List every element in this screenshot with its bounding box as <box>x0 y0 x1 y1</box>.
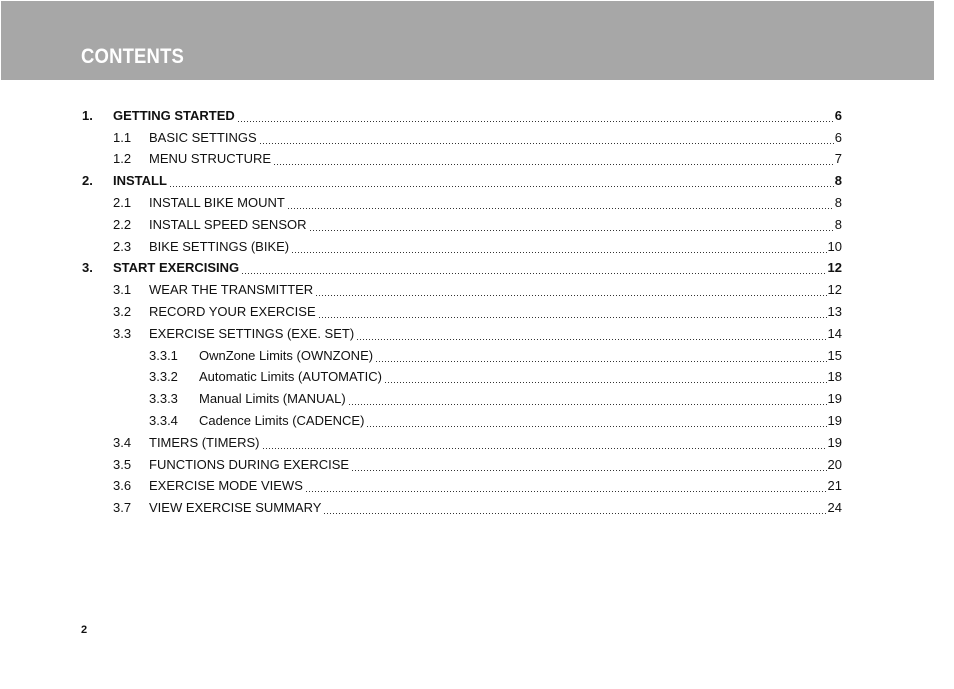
toc-entry-page: 6 <box>834 129 842 145</box>
toc-entry[interactable] <box>82 476 842 498</box>
toc-entry-number: 3.4 <box>113 434 132 450</box>
toc-entry-title: EXERCISE MODE VIEWS <box>149 478 303 494</box>
dot-leader <box>351 470 826 471</box>
dot-leader <box>169 186 834 187</box>
dot-leader <box>366 426 826 427</box>
toc-entry[interactable] <box>82 236 842 258</box>
toc-entry-title: Automatic Limits (AUTOMATIC) <box>199 369 382 385</box>
toc-entry-title: RECORD YOUR EXERCISE <box>149 304 316 320</box>
toc-entry-title: Manual Limits (MANUAL) <box>199 391 346 407</box>
toc-entry-page: 12 <box>827 282 842 298</box>
toc-entry-page: 8 <box>834 195 842 211</box>
toc-entry-page: 10 <box>827 238 842 254</box>
toc-entry-number: 2.2 <box>113 216 132 232</box>
toc-entry-page: 19 <box>827 434 842 450</box>
toc-entry-title: OwnZone Limits (OWNZONE) <box>199 347 374 363</box>
toc-entry-page: 15 <box>827 347 842 363</box>
dot-leader <box>375 361 826 362</box>
toc-entry-page: 8 <box>834 173 842 189</box>
toc-entry[interactable] <box>82 410 842 432</box>
dot-leader <box>237 121 834 122</box>
toc-entry-page: 24 <box>827 500 842 516</box>
toc-entry-title: Cadence Limits (CADENCE) <box>199 413 365 429</box>
toc-entry[interactable] <box>82 127 842 149</box>
dot-leader <box>262 448 827 449</box>
toc-entry-title: INSTALL <box>113 173 167 189</box>
toc-entry-page: 20 <box>827 456 842 472</box>
page-title: CONTENTS <box>81 45 185 68</box>
toc-entry-title: EXERCISE SETTINGS (EXE. SET) <box>149 325 355 341</box>
toc-entry[interactable] <box>82 170 842 192</box>
toc-entry-title: WEAR THE TRANSMITTER <box>149 282 314 298</box>
toc-entry-page: 14 <box>827 325 842 341</box>
dot-leader <box>356 339 826 340</box>
toc-entry-number: 3.3.3 <box>149 391 178 407</box>
toc-entry-title: BASIC SETTINGS <box>149 129 257 145</box>
table-of-contents <box>82 105 842 519</box>
dot-leader <box>287 208 834 209</box>
dot-leader <box>318 317 827 318</box>
toc-entry-title: INSTALL BIKE MOUNT <box>149 195 285 211</box>
toc-entry-title: GETTING STARTED <box>113 107 235 123</box>
toc-entry-number: 2.3 <box>113 238 132 254</box>
toc-entry-number: 3.3 <box>113 325 132 341</box>
toc-entry-page: 12 <box>827 260 842 276</box>
toc-entry-title: INSTALL SPEED SENSOR <box>149 216 307 232</box>
toc-entry-number: 1.1 <box>113 129 132 145</box>
toc-entry[interactable] <box>82 497 842 519</box>
toc-entry[interactable] <box>82 388 842 410</box>
toc-entry-title: MENU STRUCTURE <box>149 151 272 167</box>
toc-entry[interactable] <box>82 279 842 301</box>
dot-leader <box>291 252 826 253</box>
toc-entry-title: FUNCTIONS DURING EXERCISE <box>149 456 350 472</box>
toc-entry-title: VIEW EXERCISE SUMMARY <box>149 500 322 516</box>
toc-entry-page: 18 <box>827 369 842 385</box>
toc-entry-page: 19 <box>827 413 842 429</box>
page-number: 2 <box>81 624 88 636</box>
toc-entry-number: 3.5 <box>113 456 132 472</box>
toc-entry-number: 3. <box>82 260 93 276</box>
toc-entry[interactable] <box>82 105 842 127</box>
dot-leader <box>273 164 834 165</box>
dot-leader <box>315 295 826 296</box>
toc-entry-page: 7 <box>834 151 842 167</box>
dot-leader <box>309 230 834 231</box>
toc-entry-number: 2.1 <box>113 195 132 211</box>
toc-entry-page: 19 <box>827 391 842 407</box>
header-bar <box>1 1 934 80</box>
toc-entry-page: 13 <box>827 304 842 320</box>
toc-entry[interactable] <box>82 323 842 345</box>
toc-entry-title: BIKE SETTINGS (BIKE) <box>149 238 290 254</box>
toc-entry-number: 1. <box>82 107 93 123</box>
dot-leader <box>259 143 834 144</box>
dot-leader <box>348 404 827 405</box>
toc-entry[interactable] <box>82 367 842 389</box>
toc-entry[interactable] <box>82 214 842 236</box>
toc-entry-number: 3.3.4 <box>149 413 178 429</box>
toc-entry-number: 3.2 <box>113 304 132 320</box>
toc-entry-title: START EXERCISING <box>113 260 240 276</box>
toc-entry-number: 2. <box>82 173 93 189</box>
dot-leader <box>241 273 826 274</box>
dot-leader <box>305 491 827 492</box>
toc-entry[interactable] <box>82 258 842 280</box>
toc-entry[interactable] <box>82 345 842 367</box>
toc-entry[interactable] <box>82 301 842 323</box>
toc-entry-number: 1.2 <box>113 151 132 167</box>
toc-entry-number: 3.7 <box>113 500 132 516</box>
toc-entry-page: 21 <box>827 478 842 494</box>
toc-entry-number: 3.3.2 <box>149 369 178 385</box>
toc-entry-number: 3.1 <box>113 282 132 298</box>
toc-entry-title: TIMERS (TIMERS) <box>149 434 260 450</box>
toc-entry-number: 3.6 <box>113 478 132 494</box>
toc-entry-page: 8 <box>834 216 842 232</box>
toc-entry[interactable] <box>82 454 842 476</box>
toc-entry[interactable] <box>82 432 842 454</box>
toc-entry-page: 6 <box>834 107 842 123</box>
dot-leader <box>323 513 826 514</box>
toc-entry-number: 3.3.1 <box>149 347 178 363</box>
toc-entry[interactable] <box>82 192 842 214</box>
dot-leader <box>384 382 827 383</box>
toc-entry[interactable] <box>82 149 842 171</box>
